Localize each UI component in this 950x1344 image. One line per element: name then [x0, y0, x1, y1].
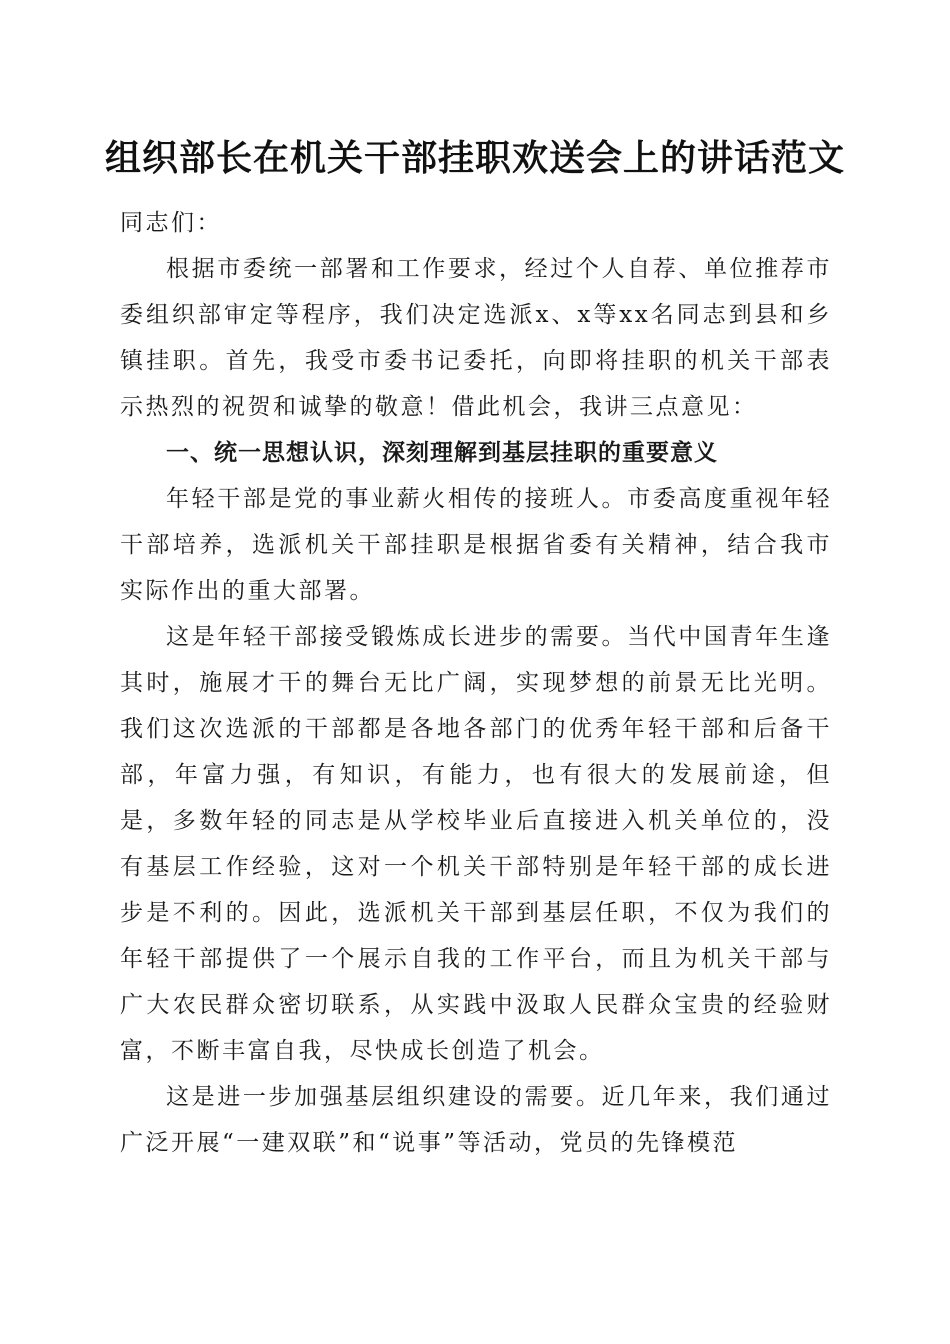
paragraph: 这是年轻干部接受锻炼成长进步的需要。当代中国青年生逢其时，施展才干的舞台无比广阔，实现梦想的前景无比光明。我们这次选派的干部都是各地各部门的优秀年轻干部和后备干部，年富力强，有知识，有能力，也有很大的发展前途，但是，多数年轻的同志是从学校毕业后直接进入机关单位的，没有基层工作经验，这对一个机关干部特别是年轻干部的成长进步是不利的。因此，选派机关干部到基层任职，不仅为我们的年轻干部提供了一个展示自我的工作平台，而且为机关干部与广大农民群众密切联系，从实践中汲取人民群众宝贵的经验财富，不断丰富自我，尽快成长创造了机会。 — [120, 624, 832, 1064]
paragraph-intro: 根据市委统一部署和工作要求，经过个人自荐、单位推荐市委组织部审定等程序，我们决定选派x、x等xx名同志到县和乡镇挂职。首先，我受市委书记委托，向即将挂职的机关干部表示热烈的祝贺和诚挚的敬意！借此机会，我讲三点意见： — [120, 256, 832, 420]
salutation: 同志们： — [120, 210, 222, 236]
paragraph: 年轻干部是党的事业薪火相传的接班人。市委高度重视年轻干部培养，选派机关干部挂职是根据省委有关精神，结合我市实际作出的重大部署。 — [120, 486, 832, 604]
document-title: 组织部长在机关干部挂职欢送会上的讲话范文 — [104, 137, 845, 179]
paragraph: 这是进一步加强基层组织建设的需要。近几年来，我们通过广泛开展“一建双联”和“说事”等活动，党员的先锋模范 — [120, 1084, 832, 1156]
section-heading: 一、统一思想认识，深刻理解到基层挂职的重要意义 — [166, 440, 718, 466]
document-body — [120, 200, 832, 1166]
